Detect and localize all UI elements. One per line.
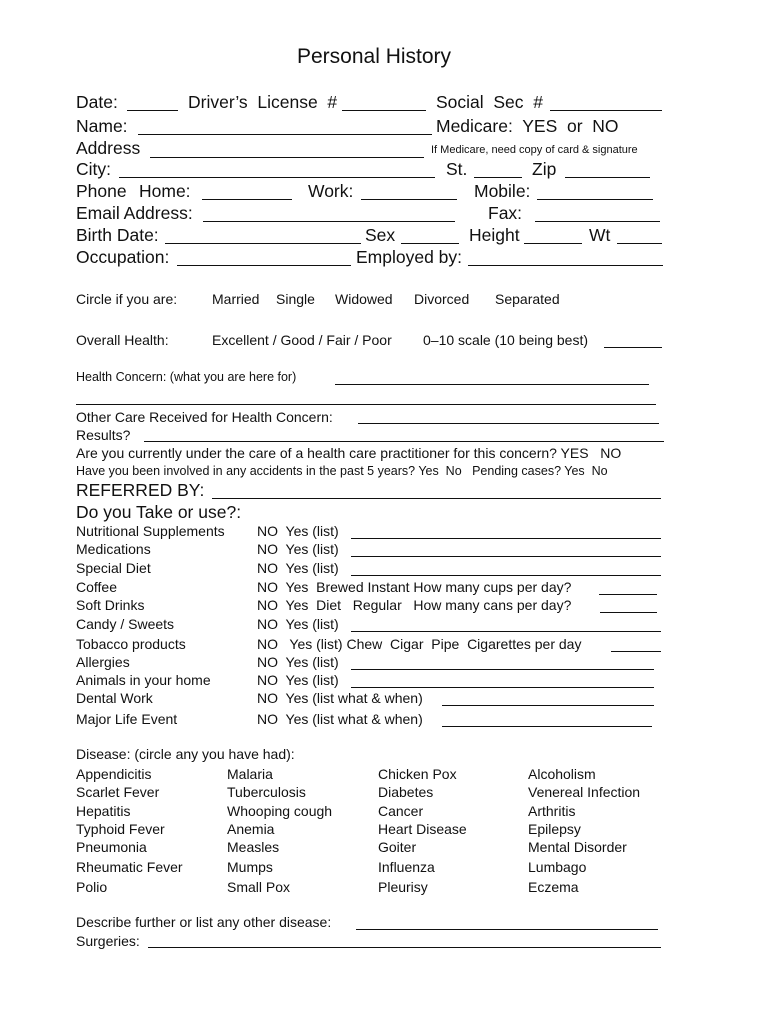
occupation-field[interactable] (177, 265, 351, 266)
disease-anemia[interactable]: Anemia (227, 821, 275, 837)
take-use-heading: Do you Take or use?: (76, 502, 242, 522)
page-title: Personal History (297, 45, 452, 68)
state-field[interactable] (474, 177, 522, 178)
disease-malaria[interactable]: Malaria (227, 766, 273, 782)
health-concern-label: Health Concern: (what you are here for) (76, 370, 297, 384)
email-label: Email Address: (76, 203, 193, 223)
other-care-label: Other Care Received for Health Concern: (76, 409, 333, 425)
referred-by-label: REFERRED BY: (76, 480, 205, 500)
marital-option-married[interactable]: Married (212, 291, 260, 307)
medications-label: Medications (76, 541, 151, 557)
disease-pleurisy[interactable]: Pleurisy (378, 879, 428, 895)
surgeries-field[interactable] (148, 947, 661, 948)
employed-by-label: Employed by: (356, 247, 463, 267)
practitioner-care-question[interactable]: Are you currently under the care of a health care practitioner for this concern? YES NO (76, 445, 622, 461)
marital-option-widowed[interactable]: Widowed (335, 291, 393, 307)
allergies-field[interactable] (351, 669, 654, 670)
dental-work-label: Dental Work (76, 690, 153, 706)
disease-epilepsy[interactable]: Epilepsy (528, 821, 581, 837)
overall-health-options[interactable]: Excellent / Good / Fair / Poor (212, 332, 392, 348)
height-label: Height (469, 225, 520, 245)
disease-arthritis[interactable]: Arthritis (528, 803, 576, 819)
life-event-options[interactable]: NO Yes (list what & when) (257, 711, 423, 727)
medicare-label[interactable]: Medicare: YES or NO (436, 116, 619, 136)
coffee-label: Coffee (76, 579, 117, 595)
height-field[interactable] (524, 243, 582, 244)
birth-date-field[interactable] (165, 243, 361, 244)
disease-scarlet-fever[interactable]: Scarlet Fever (76, 784, 160, 800)
disease-venereal-infection[interactable]: Venereal Infection (528, 784, 641, 800)
weight-label: Wt (589, 225, 611, 245)
email-field[interactable] (203, 221, 455, 222)
st-label: St. (446, 159, 468, 179)
dental-work-field[interactable] (442, 705, 654, 706)
disease-rheumatic-fever[interactable]: Rheumatic Fever (76, 859, 183, 875)
fax-field[interactable] (535, 221, 660, 222)
work-phone-field[interactable] (361, 199, 457, 200)
birth-date-label: Birth Date: (76, 225, 159, 245)
coffee-options[interactable]: NO Yes Brewed Instant How many cups per day? (257, 579, 572, 595)
disease-pneumonia[interactable]: Pneumonia (76, 839, 147, 855)
medications-options[interactable]: NO Yes (list) (257, 541, 339, 557)
life-event-field[interactable] (442, 726, 652, 727)
address-label: Address (76, 138, 141, 158)
tobacco-label: Tobacco products (76, 636, 186, 652)
social-sec-field[interactable] (550, 110, 662, 111)
disease-heart-disease[interactable]: Heart Disease (378, 821, 467, 837)
phone-label: Phone (76, 181, 127, 201)
disease-influenza[interactable]: Influenza (378, 859, 435, 875)
marital-status-label: Circle if you are: (76, 291, 178, 307)
allergies-options[interactable]: NO Yes (list) (257, 654, 339, 670)
zip-label: Zip (532, 159, 557, 179)
drivers-license-label: Driver’s License # (188, 92, 338, 112)
medications-field[interactable] (351, 556, 661, 557)
date-label: Date: (76, 92, 118, 112)
disease-whooping-cough[interactable]: Whooping cough (227, 803, 333, 819)
tobacco-options[interactable]: NO Yes (list) Chew Cigar Pipe Cigarettes per day (257, 636, 582, 652)
city-label: City: (76, 159, 111, 179)
health-concern-field-line2[interactable] (76, 404, 656, 405)
accidents-question[interactable]: Have you been involved in any accidents in the past 5 years? Yes No Pending cases? Yes No (76, 464, 608, 478)
disease-alcoholism[interactable]: Alcoholism (528, 766, 596, 782)
marital-option-separated[interactable]: Separated (495, 291, 560, 307)
name-label: Name: (76, 116, 128, 136)
results-label: Results? (76, 427, 131, 443)
marital-option-divorced[interactable]: Divorced (414, 291, 470, 307)
date-field[interactable] (127, 110, 178, 111)
medicare-note: If Medicare, need copy of card & signature (431, 144, 638, 156)
health-scale-field[interactable] (604, 347, 662, 348)
describe-disease-label: Describe further or list any other disease: (76, 914, 332, 930)
occupation-label: Occupation: (76, 247, 170, 267)
life-event-label: Major Life Event (76, 711, 178, 727)
special-diet-options[interactable]: NO Yes (list) (257, 560, 339, 576)
referred-by-field[interactable] (212, 498, 661, 499)
allergies-label: Allergies (76, 654, 130, 670)
city-field[interactable] (119, 177, 435, 178)
animals-field[interactable] (351, 687, 654, 688)
disease-typhoid-fever[interactable]: Typhoid Fever (76, 821, 165, 837)
zip-field[interactable] (565, 177, 650, 178)
name-field[interactable] (138, 134, 432, 135)
disease-tuberculosis[interactable]: Tuberculosis (227, 784, 306, 800)
disease-eczema[interactable]: Eczema (528, 879, 579, 895)
overall-health-label: Overall Health: (76, 332, 169, 348)
disease-measles[interactable]: Measles (227, 839, 280, 855)
results-field[interactable] (144, 441, 664, 442)
animals-label: Animals in your home (76, 672, 211, 688)
cigarettes-per-day-field[interactable] (611, 651, 661, 652)
mobile-phone-label: Mobile: (474, 181, 531, 201)
address-field[interactable] (150, 157, 424, 158)
disease-appendicitis[interactable]: Appendicitis (76, 766, 152, 782)
sex-field[interactable] (401, 243, 459, 244)
disease-mumps[interactable]: Mumps (227, 859, 273, 875)
special-diet-field[interactable] (351, 575, 661, 576)
candy-sweets-options[interactable]: NO Yes (list) (257, 616, 339, 632)
disease-lumbago[interactable]: Lumbago (528, 859, 587, 875)
sex-label: Sex (365, 225, 396, 245)
disease-heading: Disease: (circle any you have had): (76, 746, 295, 762)
other-care-field[interactable] (358, 423, 659, 424)
disease-mental-disorder[interactable]: Mental Disorder (528, 839, 627, 855)
supplements-label: Nutritional Supplements (76, 523, 225, 539)
disease-cancer[interactable]: Cancer (378, 803, 424, 819)
mobile-phone-field[interactable] (537, 199, 653, 200)
soft-drinks-cans-field[interactable] (600, 612, 657, 613)
disease-hepatitis[interactable]: Hepatitis (76, 803, 131, 819)
marital-option-single[interactable]: Single (276, 291, 315, 307)
describe-disease-field[interactable] (356, 929, 658, 930)
coffee-cups-field[interactable] (599, 594, 657, 595)
supplements-field[interactable] (351, 538, 661, 539)
weight-field[interactable] (617, 243, 662, 244)
home-phone-label: Home: (139, 181, 191, 201)
surgeries-label: Surgeries: (76, 933, 140, 949)
home-phone-field[interactable] (202, 199, 292, 200)
employed-by-field[interactable] (468, 265, 663, 266)
drivers-license-field[interactable] (342, 110, 426, 111)
animals-options[interactable]: NO Yes (list) (257, 672, 339, 688)
candy-sweets-label: Candy / Sweets (76, 616, 175, 632)
soft-drinks-label: Soft Drinks (76, 597, 145, 613)
supplements-options[interactable]: NO Yes (list) (257, 523, 339, 539)
disease-diabetes[interactable]: Diabetes (378, 784, 434, 800)
health-concern-field[interactable] (335, 384, 649, 385)
disease-goiter[interactable]: Goiter (378, 839, 417, 855)
special-diet-label: Special Diet (76, 560, 151, 576)
disease-polio[interactable]: Polio (76, 879, 108, 895)
social-sec-label: Social Sec # (436, 92, 543, 112)
fax-label: Fax: (488, 203, 523, 223)
disease-small-pox[interactable]: Small Pox (227, 879, 291, 895)
candy-sweets-field[interactable] (351, 631, 661, 632)
disease-chicken-pox[interactable]: Chicken Pox (378, 766, 457, 782)
health-scale-label: 0–10 scale (10 being best) (423, 332, 588, 348)
work-phone-label: Work: (308, 181, 354, 201)
soft-drinks-options[interactable]: NO Yes Diet Regular How many cans per day? (257, 597, 572, 613)
dental-work-options[interactable]: NO Yes (list what & when) (257, 690, 423, 706)
